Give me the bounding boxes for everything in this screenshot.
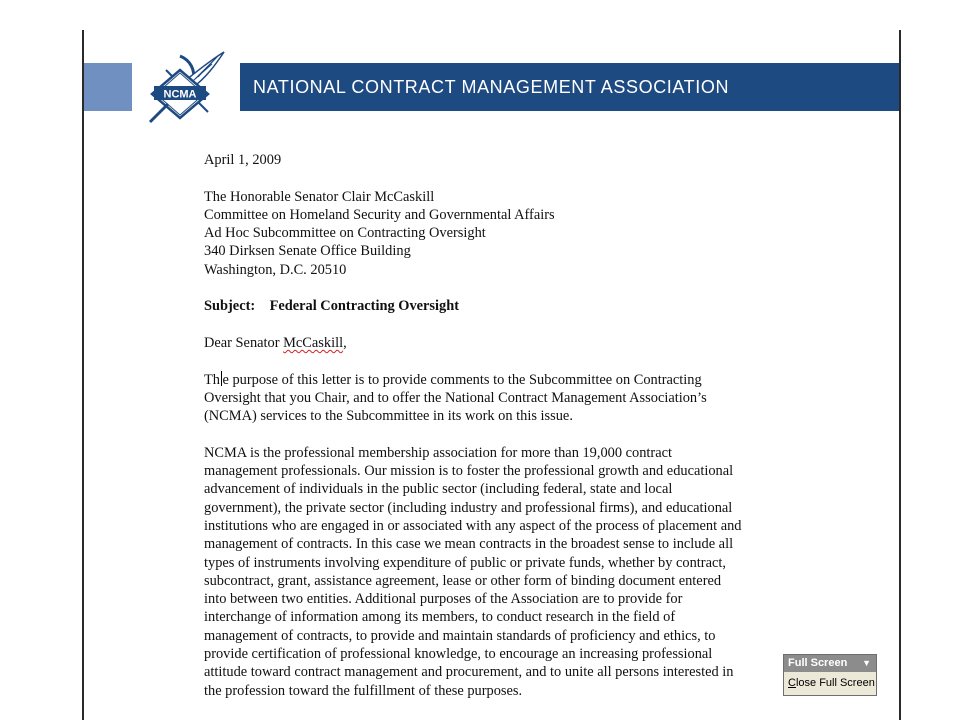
close-full-screen-button[interactable] bbox=[784, 672, 876, 694]
full-screen-toolbar-title[interactable] bbox=[784, 655, 876, 672]
paragraph-2-line: management of contracts. In this case we mean contracts in the broadest sense to include all bbox=[204, 536, 734, 553]
text-before-cursor: Th bbox=[204, 371, 220, 388]
paragraph-2-line: management of contracts, to provide and maintain standards of proficiency and ethics, to bbox=[204, 627, 716, 644]
page-border-right bbox=[899, 30, 901, 720]
subject-line bbox=[204, 297, 844, 315]
paragraph-2-line: types of instruments involving expenditure of public or private funds, whether by contract, bbox=[204, 554, 726, 571]
paragraph-1-line-1 bbox=[204, 371, 844, 389]
salutation-suffix: , bbox=[343, 334, 347, 351]
paragraph-2-line: subcontract, grant, assistance agreement, lease or other form of binding document entered bbox=[204, 572, 722, 589]
full-screen-title-text: Full Screen bbox=[788, 657, 848, 669]
organization-name: NATIONAL CONTRACT MANAGEMENT ASSOCIATION bbox=[253, 77, 730, 97]
page-border-left bbox=[82, 30, 84, 720]
paragraph-2-line: institutions who are engaged in or associated with any aspect of the process of placement and bbox=[204, 517, 742, 534]
logo-text: NCMA bbox=[163, 88, 197, 101]
full-screen-toolbar[interactable] bbox=[783, 654, 877, 696]
address-line-2: Committee on Homeland Security and Governmental Affairs bbox=[204, 206, 555, 223]
paragraph-2-line: government), the private sector (including industry and professional firms), and educational bbox=[204, 499, 733, 516]
paragraph-2-line: attitude toward contract management and procurement, and to unite all persons interested in bbox=[204, 664, 734, 681]
letter-date: April 1, 2009 bbox=[204, 152, 282, 168]
subject-text: Federal Contracting Oversight bbox=[269, 298, 460, 315]
paragraph-2-line: NCMA is the professional membership association for more than 19,000 contract bbox=[204, 444, 672, 461]
banner-accent-block bbox=[84, 63, 132, 111]
ncma-logo-icon bbox=[146, 50, 226, 124]
paragraph-2-line: management professionals. Our mission is to foster the professional growth and educational bbox=[204, 463, 734, 480]
paragraph-2-line: provide certification of professional knowledge, to encourage an increasing professional bbox=[204, 646, 713, 663]
subject-label: Subject: bbox=[204, 298, 256, 315]
address-line-5: Washington, D.C. 20510 bbox=[204, 261, 347, 278]
paragraph-2-line: advancement of individuals in the public sector (including federal, state and local bbox=[204, 481, 673, 498]
paragraph-2-line: interchange of information among its members, to conduct research in the field of bbox=[204, 609, 676, 626]
address-line-1: The Honorable Senator Clair McCaskill bbox=[204, 188, 435, 205]
paragraph-2 bbox=[204, 444, 844, 700]
paragraph-1-line-2: Oversight that you Chair, and to offer the National Contract Management Association’s bbox=[204, 389, 707, 406]
chevron-down-icon[interactable]: ▼ bbox=[862, 658, 871, 668]
text-after-cursor: e purpose of this letter is to provide comments to the Subcommittee on Contracting bbox=[222, 371, 702, 388]
salutation-prefix: Dear Senator bbox=[204, 334, 284, 351]
paragraph-2-line: the profession toward the fulfillment of these purposes. bbox=[204, 682, 523, 699]
salutation bbox=[204, 334, 844, 352]
paragraph-2-line: into between two entities. Additional purposes of the Association are to provide for bbox=[204, 591, 683, 608]
misspelled-word[interactable]: McCaskill bbox=[283, 334, 344, 351]
address-line-4: 340 Dirksen Senate Office Building bbox=[204, 243, 411, 260]
close-label: lose Full Screen bbox=[795, 677, 875, 689]
letter-body bbox=[204, 151, 844, 700]
address-line-3: Ad Hoc Subcommittee on Contracting Oversight bbox=[204, 225, 486, 242]
paragraph-1-line-3: (NCMA) services to the Subcommittee in its work on this issue. bbox=[204, 408, 573, 425]
close-accelerator: C bbox=[788, 677, 796, 689]
